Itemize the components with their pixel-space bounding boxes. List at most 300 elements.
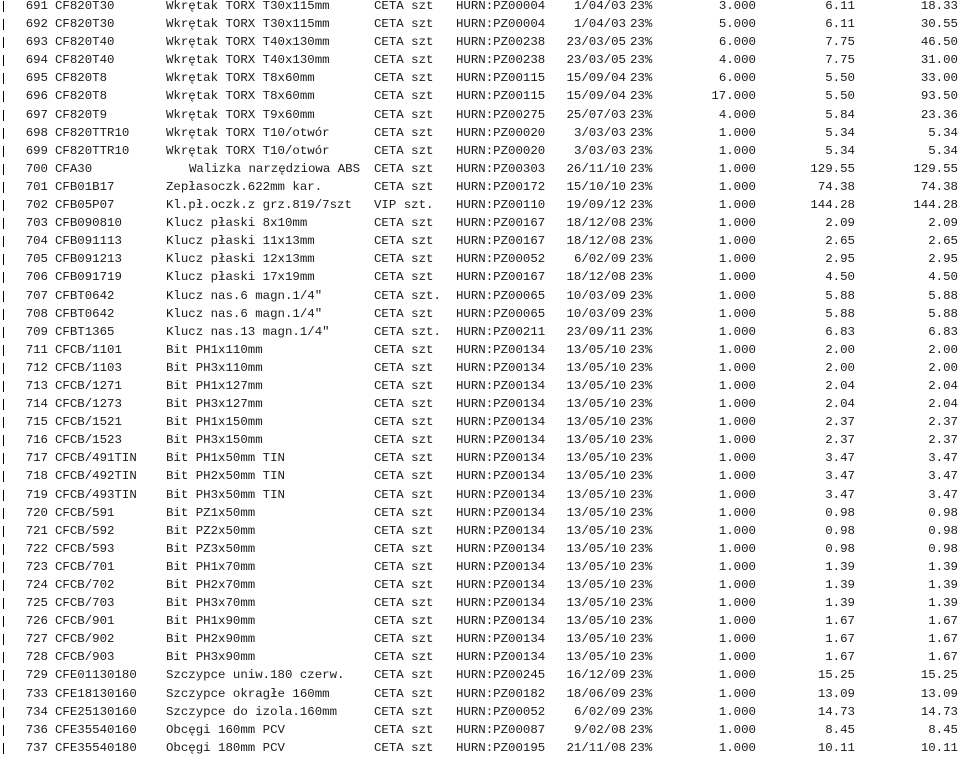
cell-price: 1.39 (825, 559, 855, 574)
cell-qty: 1.000 (718, 632, 756, 647)
table-row (0, 666, 960, 684)
table-row (0, 124, 960, 142)
cell-no: 718 (25, 469, 48, 484)
cell-no: 708 (25, 306, 48, 321)
cell-no: 696 (25, 89, 48, 104)
table-row (0, 648, 960, 666)
table-row (0, 449, 960, 467)
cell-total: 1.39 (928, 559, 958, 574)
cell-no: 704 (25, 234, 48, 249)
cell-code: CFE35540180 (55, 740, 137, 755)
cell-date: 19/09/12 (566, 198, 626, 213)
cell-qty: 1.000 (718, 487, 756, 502)
cell-total: 2.04 (928, 397, 958, 412)
cell-date: 16/12/09 (566, 668, 626, 683)
cell-hurn: HURN:PZ00303 (456, 161, 546, 176)
cell-qty: 1.000 (718, 505, 756, 520)
cell-name: Wkrętak TORX T30x115mm (166, 0, 330, 13)
cell-unit: CETA szt (374, 596, 434, 611)
cell-unit: CETA szt (374, 614, 434, 629)
cell-no: 714 (25, 397, 48, 412)
cell-name: Wkrętak TORX T9x60mm (166, 107, 315, 122)
table-row (0, 395, 960, 413)
cell-code: CF820T30 (55, 0, 115, 13)
cell-vat: 23% (630, 306, 653, 321)
cell-unit: CETA szt (374, 161, 434, 176)
cell-no: 726 (25, 614, 48, 629)
cell-qty: 1.000 (718, 578, 756, 592)
cell-qty: 1.000 (718, 198, 756, 213)
cell-hurn: HURN:PZ00167 (456, 270, 546, 285)
cell-date: 15/10/10 (566, 179, 626, 194)
cell-code: CFB01B17 (55, 179, 115, 194)
cell-unit: CETA szt (374, 523, 434, 538)
cell-hurn: HURN:PZ00134 (456, 596, 546, 611)
cell-name: Klucz płaski 8x10mm (166, 216, 308, 231)
cell-total: 2.04 (928, 378, 958, 393)
cell-date: 13/05/10 (566, 378, 626, 393)
cell-vat: 23% (630, 433, 653, 448)
cell-date: 13/05/10 (566, 469, 626, 484)
cell-no: 719 (25, 487, 48, 502)
cell-price: 2.04 (825, 397, 855, 412)
table-row (0, 33, 960, 51)
cell-qty: 1.000 (718, 614, 756, 629)
cell-name: Bit PH1x127mm (166, 378, 263, 393)
cell-code: CFCB/901 (55, 614, 115, 629)
cell-date: 23/03/05 (566, 53, 626, 68)
cell-code: CF820TTR10 (55, 143, 130, 158)
cell-date: 1/04/03 (573, 17, 626, 32)
cell-hurn: HURN:PZ00275 (456, 107, 546, 122)
table-row (0, 214, 960, 232)
cell-no: 698 (25, 125, 48, 140)
cell-hurn: HURN:PZ00110 (456, 198, 546, 213)
cell-name: Szczypce uniw.180 czerw. (166, 668, 345, 683)
cell-unit: CETA szt (374, 252, 434, 267)
cell-name: Klucz nas.6 magn.1/4" (166, 288, 323, 303)
cell-price: 13.09 (817, 686, 855, 701)
cell-no: 715 (25, 415, 48, 430)
cell-unit: CETA szt (374, 722, 434, 737)
cell-vat: 23% (630, 397, 653, 412)
cell-vat: 23% (630, 704, 653, 719)
cell-total: 3.47 (928, 451, 958, 466)
cell-date: 13/05/10 (566, 451, 626, 466)
cell-qty: 1.000 (718, 433, 756, 448)
cell-code: CFCB/902 (55, 632, 115, 647)
cell-no: 736 (25, 722, 48, 737)
cell-code: CFCB/593 (55, 541, 115, 556)
cell-qty: 1.000 (718, 469, 756, 484)
table-row (0, 196, 960, 214)
cell-qty: 4.000 (718, 107, 756, 122)
cell-unit: CETA szt (374, 541, 434, 556)
cell-hurn: HURN:PZ00182 (456, 686, 546, 701)
cell-total: 2.37 (928, 433, 958, 448)
cell-date: 13/05/10 (566, 360, 626, 375)
cell-vat: 23% (630, 216, 653, 231)
cell-code: CF820TTR10 (55, 125, 130, 140)
cell-name: Bit PZ1x50mm (166, 505, 256, 520)
cell-no: 716 (25, 433, 48, 448)
cell-hurn: HURN:PZ00134 (456, 487, 546, 502)
cell-vat: 23% (630, 270, 653, 285)
cell-unit: CETA szt (374, 125, 434, 140)
cell-name: Obcęgi 160mm PCV (166, 722, 285, 737)
cell-price: 2.65 (825, 234, 855, 249)
table-row (0, 739, 960, 757)
cell-price: 5.88 (825, 288, 855, 303)
table-row (0, 594, 960, 612)
cell-unit: CETA szt (374, 17, 434, 32)
cell-qty: 1.000 (718, 650, 756, 665)
cell-unit: CETA szt (374, 704, 434, 719)
table-row (0, 341, 960, 359)
cell-name: Bit PZ3x50mm (166, 541, 256, 556)
cell-code: CFB091213 (55, 252, 122, 267)
cell-total: 33.00 (920, 71, 958, 86)
cell-vat: 23% (630, 35, 653, 50)
cell-no: 723 (25, 559, 48, 574)
table-row (0, 504, 960, 522)
cell-unit: CETA szt (374, 71, 434, 86)
cell-unit: CETA szt (374, 740, 434, 755)
cell-qty: 1.000 (718, 234, 756, 249)
cell-hurn: HURN:PZ00134 (456, 541, 546, 556)
cell-vat: 23% (630, 252, 653, 267)
cell-qty: 1.000 (718, 270, 756, 285)
cell-price: 2.00 (825, 342, 855, 357)
cell-hurn: HURN:PZ00134 (456, 614, 546, 629)
cell-no: 713 (25, 378, 48, 393)
cell-price: 4.50 (825, 270, 855, 285)
cell-vat: 23% (630, 288, 653, 303)
cell-name: Bit PH3x70mm (166, 596, 256, 611)
cell-unit: CETA szt (374, 397, 434, 412)
cell-unit: CETA szt (374, 216, 434, 231)
cell-vat: 23% (630, 578, 653, 592)
cell-date: 13/05/10 (566, 523, 626, 538)
cell-code: CFCB/1521 (55, 415, 122, 430)
cell-unit: CETA szt (374, 107, 434, 122)
cell-code: CFE18130160 (55, 686, 137, 701)
cell-code: CFCB/701 (55, 559, 115, 574)
cell-total: 5.88 (928, 306, 958, 321)
cell-code: CFBT1365 (55, 324, 115, 339)
cell-total: 0.98 (928, 523, 958, 538)
cell-total: 5.88 (928, 288, 958, 303)
cell-qty: 17.000 (711, 89, 756, 104)
cell-total: 10.11 (920, 740, 958, 755)
cell-qty: 1.000 (718, 342, 756, 357)
cell-code: CFCB/903 (55, 650, 115, 665)
cell-unit: CETA szt (374, 469, 434, 484)
cell-hurn: HURN:PZ00115 (456, 71, 546, 86)
cell-hurn: HURN:PZ00020 (456, 143, 546, 158)
table-row (0, 703, 960, 721)
cell-vat: 23% (630, 523, 653, 538)
cell-qty: 1.000 (718, 740, 756, 755)
cell-qty: 1.000 (718, 686, 756, 701)
cell-vat: 23% (630, 487, 653, 502)
cell-hurn: HURN:PZ00195 (456, 740, 546, 755)
cell-qty: 1.000 (718, 306, 756, 321)
cell-hurn: HURN:PZ00134 (456, 397, 546, 412)
cell-name: Klucz płaski 11x13mm (166, 234, 315, 249)
cell-hurn: HURN:PZ00087 (456, 722, 546, 737)
cell-qty: 1.000 (718, 143, 756, 158)
cell-hurn: HURN:PZ00134 (456, 360, 546, 375)
cell-price: 2.95 (825, 252, 855, 267)
cell-unit: CETA szt (374, 0, 434, 13)
cell-vat: 23% (630, 0, 653, 13)
cell-name: Klucz płaski 12x13mm (166, 252, 315, 267)
cell-total: 2.09 (928, 216, 958, 231)
cell-qty: 4.000 (718, 53, 756, 68)
cell-name: Bit PH1x150mm (166, 415, 263, 430)
cell-name: Bit PH3x50mm TIN (166, 487, 285, 502)
cell-date: 6/02/09 (573, 704, 626, 719)
cell-qty: 1.000 (718, 523, 756, 538)
cell-unit: CETA szt (374, 378, 434, 393)
cell-total: 5.34 (928, 125, 958, 140)
cell-hurn: HURN:PZ00004 (456, 17, 546, 32)
table-row (0, 250, 960, 268)
cell-hurn: HURN:PZ00134 (456, 523, 546, 538)
cell-total: 1.39 (928, 596, 958, 611)
cell-hurn: HURN:PZ00134 (456, 342, 546, 357)
cell-code: CFBT0642 (55, 288, 115, 303)
cell-vat: 23% (630, 342, 653, 357)
cell-price: 2.04 (825, 378, 855, 393)
cell-price: 3.47 (825, 469, 855, 484)
cell-code: CF820T9 (55, 107, 108, 122)
cell-name: Bit PH3x127mm (166, 397, 263, 412)
cell-unit: CETA szt (374, 360, 434, 375)
cell-name: Bit PH1x90mm (166, 614, 256, 629)
cell-name: Wkrętak TORX T40x130mm (166, 53, 330, 68)
cell-qty: 5.000 (718, 17, 756, 32)
cell-vat: 23% (630, 632, 653, 647)
cell-name: Obcęgi 180mm PCV (166, 740, 285, 755)
cell-date: 13/05/10 (566, 559, 626, 574)
cell-name: Wkrętak TORX T8x60mm (166, 89, 315, 104)
cell-no: 699 (25, 143, 48, 158)
cell-unit: CETA szt. (374, 324, 441, 339)
cell-name: Wkrętak TORX T10/otwór (166, 125, 330, 140)
cell-qty: 1.000 (718, 451, 756, 466)
cell-no: 729 (25, 668, 48, 683)
cell-no: 697 (25, 107, 48, 122)
cell-total: 2.37 (928, 415, 958, 430)
cell-qty: 1.000 (718, 161, 756, 176)
cell-date: 21/11/08 (566, 740, 626, 755)
cell-hurn: HURN:PZ00004 (456, 0, 546, 13)
cell-vat: 23% (630, 179, 653, 194)
cell-date: 13/05/10 (566, 650, 626, 665)
cell-price: 10.11 (817, 740, 855, 755)
cell-code: CFE01130180 (55, 668, 137, 683)
table-row (0, 522, 960, 540)
cell-price: 0.98 (825, 541, 855, 556)
table-row (0, 0, 960, 15)
cell-hurn: HURN:PZ00065 (456, 288, 546, 303)
cell-price: 1.39 (825, 578, 855, 592)
cell-no: 733 (25, 686, 48, 701)
cell-name: Klucz nas.13 magn.1/4" (166, 324, 330, 339)
table-row (0, 87, 960, 105)
cell-name: Bit PH1x110mm (166, 342, 263, 357)
cell-unit: CETA szt (374, 179, 434, 194)
cell-total: 6.83 (928, 324, 958, 339)
cell-price: 2.00 (825, 360, 855, 375)
cell-total: 74.38 (920, 179, 958, 194)
cell-no: 700 (25, 161, 48, 176)
cell-price: 1.67 (825, 650, 855, 665)
table-row (0, 142, 960, 160)
cell-vat: 23% (630, 686, 653, 701)
cell-vat: 23% (630, 541, 653, 556)
cell-total: 93.50 (920, 89, 958, 104)
cell-vat: 23% (630, 53, 653, 68)
table-row (0, 178, 960, 196)
cell-qty: 6.000 (718, 35, 756, 50)
cell-hurn: HURN:PZ00167 (456, 234, 546, 249)
cell-qty: 6.000 (718, 71, 756, 86)
cell-vat: 23% (630, 614, 653, 629)
cell-date: 26/11/10 (566, 161, 626, 176)
cell-qty: 1.000 (718, 252, 756, 267)
cell-total: 1.39 (928, 578, 958, 592)
cell-vat: 23% (630, 17, 653, 32)
cell-vat: 23% (630, 234, 653, 249)
cell-qty: 1.000 (718, 216, 756, 231)
cell-name: Wkrętak TORX T10/otwór (166, 143, 330, 158)
cell-price: 1.39 (825, 596, 855, 611)
table-row (0, 540, 960, 558)
cell-no: 722 (25, 541, 48, 556)
cell-total: 13.09 (920, 686, 958, 701)
cell-qty: 1.000 (718, 541, 756, 556)
cell-total: 3.47 (928, 469, 958, 484)
cell-unit: CETA szt (374, 650, 434, 665)
cell-date: 23/03/05 (566, 35, 626, 50)
cell-no: 712 (25, 360, 48, 375)
cell-qty: 1.000 (718, 596, 756, 611)
table-row (0, 431, 960, 449)
cell-price: 2.37 (825, 415, 855, 430)
table-row (0, 486, 960, 504)
cell-qty: 1.000 (718, 125, 756, 140)
cell-code: CFCB/492TIN (55, 469, 137, 484)
cell-name: Bit PH3x150mm (166, 433, 263, 448)
cell-hurn: HURN:PZ00211 (456, 324, 546, 339)
cell-date: 13/05/10 (566, 433, 626, 448)
cell-price: 1.67 (825, 632, 855, 647)
cell-total: 129.55 (913, 161, 958, 176)
cell-total: 1.67 (928, 650, 958, 665)
table-row (0, 467, 960, 485)
cell-no: 721 (25, 523, 48, 538)
cell-no: 725 (25, 596, 48, 611)
cell-date: 13/05/10 (566, 342, 626, 357)
cell-vat: 23% (630, 505, 653, 520)
cell-total: 8.45 (928, 722, 958, 737)
cell-price: 3.47 (825, 487, 855, 502)
cell-unit: CETA szt (374, 686, 434, 701)
cell-total: 2.65 (928, 234, 958, 249)
cell-no: 707 (25, 288, 48, 303)
cell-vat: 23% (630, 378, 653, 393)
cell-hurn: HURN:PZ00052 (456, 252, 546, 267)
table-row (0, 612, 960, 630)
cell-price: 8.45 (825, 722, 855, 737)
cell-date: 13/05/10 (566, 487, 626, 502)
cell-date: 18/12/08 (566, 234, 626, 249)
cell-vat: 23% (630, 143, 653, 158)
cell-price: 6.11 (825, 0, 855, 13)
cell-hurn: HURN:PZ00134 (456, 451, 546, 466)
cell-code: CFB091719 (55, 270, 122, 285)
cell-vat: 23% (630, 668, 653, 683)
cell-price: 1.67 (825, 614, 855, 629)
cell-qty: 1.000 (718, 288, 756, 303)
cell-hurn: HURN:PZ00167 (456, 216, 546, 231)
cell-name: Wkrętak TORX T30x115mm (166, 17, 330, 32)
cell-total: 2.00 (928, 342, 958, 357)
cell-hurn: HURN:PZ00245 (456, 668, 546, 683)
cell-unit: CETA szt (374, 270, 434, 285)
cell-price: 2.37 (825, 433, 855, 448)
table-row (0, 413, 960, 431)
cell-vat: 23% (630, 89, 653, 104)
cell-vat: 23% (630, 559, 653, 574)
cell-date: 9/02/08 (573, 722, 626, 737)
cell-price: 5.34 (825, 125, 855, 140)
cell-unit: CETA szt (374, 234, 434, 249)
cell-price: 0.98 (825, 523, 855, 538)
cell-qty: 1.000 (718, 722, 756, 737)
table-row (0, 160, 960, 178)
cell-total: 144.28 (913, 198, 958, 213)
cell-price: 5.50 (825, 71, 855, 86)
cell-unit: CETA szt (374, 89, 434, 104)
cell-total: 31.00 (920, 53, 958, 68)
cell-price: 7.75 (825, 35, 855, 50)
table-row (0, 558, 960, 576)
cell-no: 711 (25, 342, 48, 357)
cell-qty: 1.000 (718, 360, 756, 375)
cell-price: 15.25 (817, 668, 855, 683)
cell-name: Bit PH1x70mm (166, 559, 256, 574)
cell-code: CFCB/703 (55, 596, 115, 611)
cell-total: 3.47 (928, 487, 958, 502)
cell-vat: 23% (630, 125, 653, 140)
cell-no: 734 (25, 704, 48, 719)
cell-date: 13/05/10 (566, 578, 626, 592)
cell-date: 13/05/10 (566, 541, 626, 556)
cell-name: Bit PH1x50mm TIN (166, 451, 285, 466)
cell-name: Szczypce okragłe 160mm (166, 686, 330, 701)
cell-total: 23.36 (920, 107, 958, 122)
cell-qty: 1.000 (718, 415, 756, 430)
cell-price: 14.73 (817, 704, 855, 719)
cell-unit: CETA szt (374, 35, 434, 50)
cell-price: 0.98 (825, 505, 855, 520)
cell-name: Bit PH2x90mm (166, 632, 256, 647)
cell-no: 717 (25, 451, 48, 466)
